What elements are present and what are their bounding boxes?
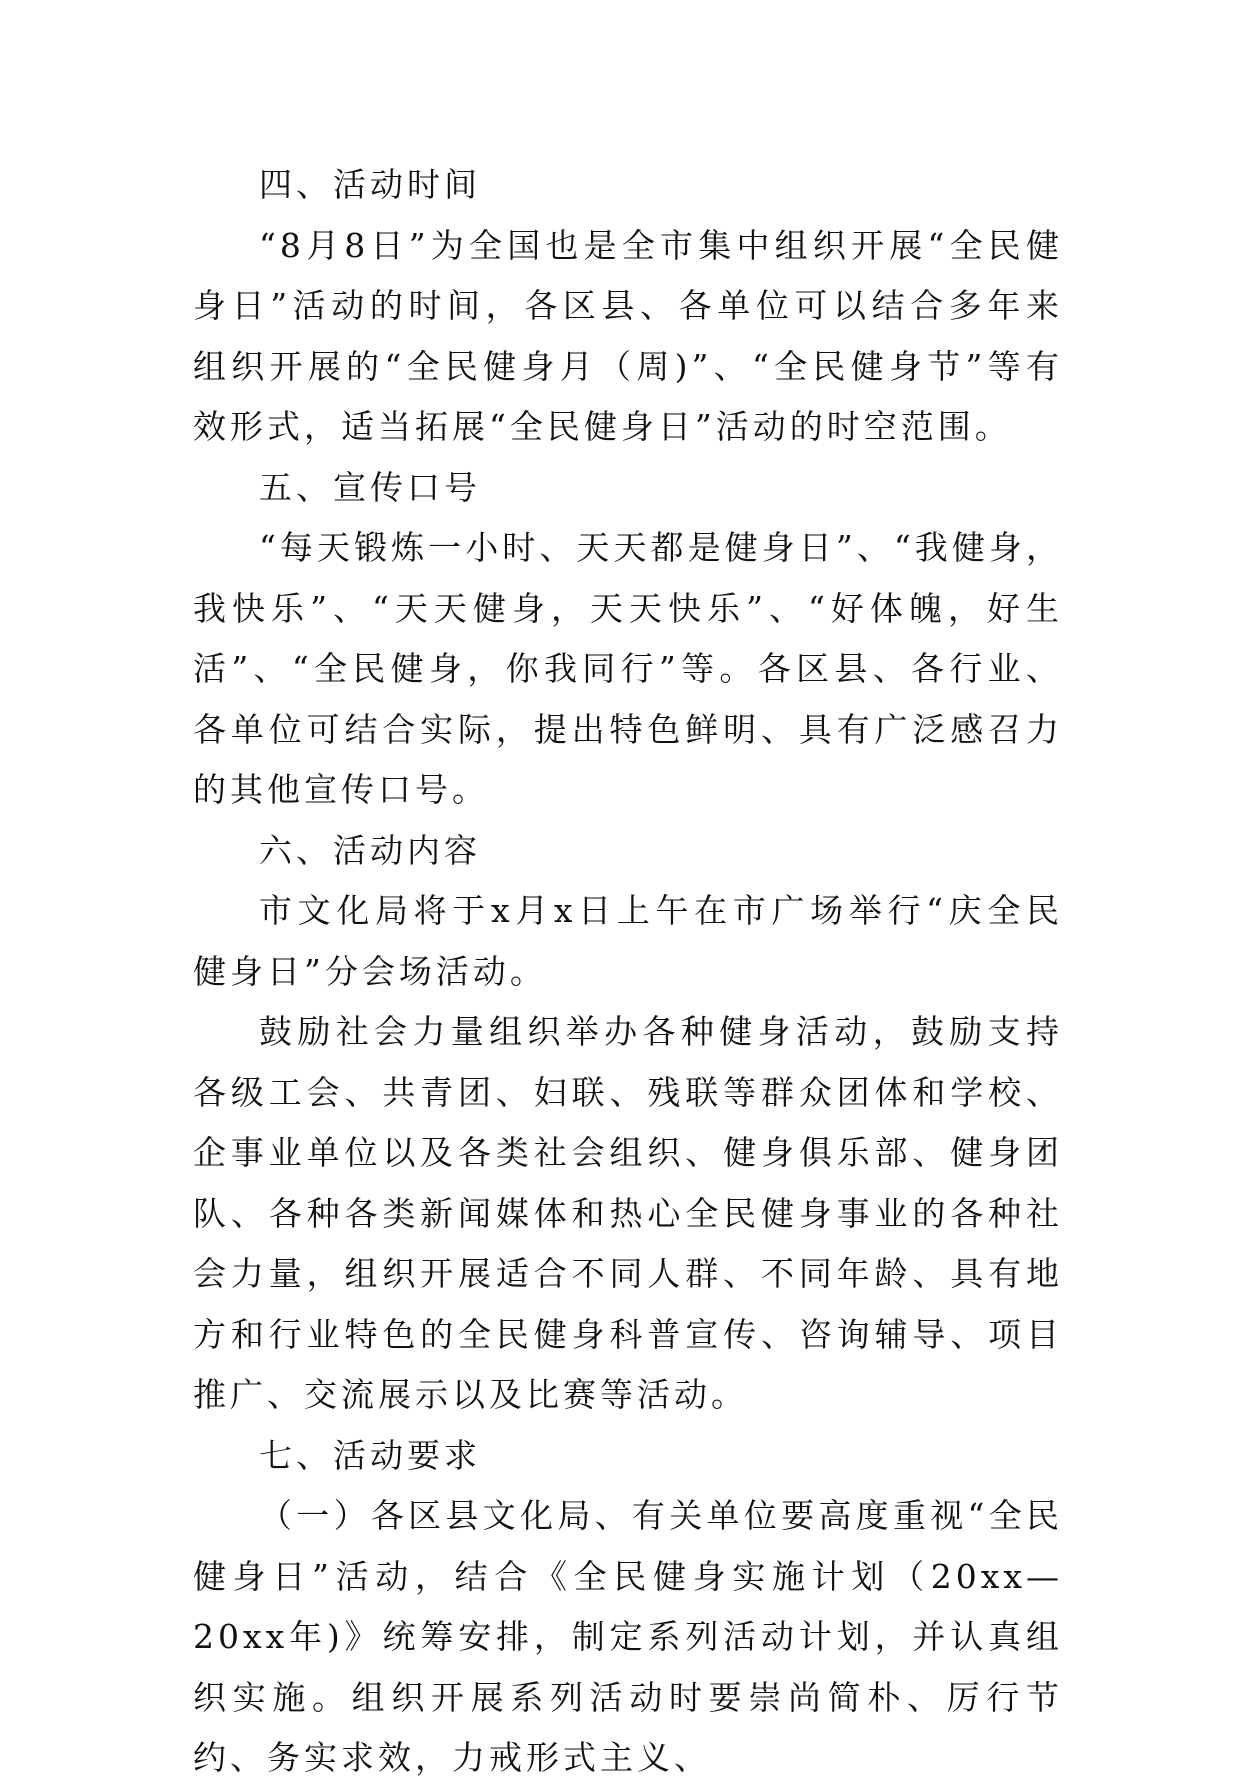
section-heading-requirements: 七、活动要求 (259, 1435, 481, 1475)
paragraph-content-2: 鼓励社会力量组织举办各种健身活动，鼓励支持各级工会、共青团、妇联、残联等群众团体和学校、企事业单位以及各类社会组织、健身俱乐部、健身团队、各种各类新闻媒体和热心全民健身事业的各种社会力量，组织开展适合不同人群、不同年龄、具有地方和行业特色的全民健身科普宣传、咨询辅导、项目推广、交流展示以及比赛等活动。 (193, 1012, 1063, 1414)
paragraph-time: “8月8日”为全国也是全市集中组织开展“全民健身日”活动的时间，各区县、各单位可以结合多年来组织开展的“全民健身月（周)”、“全民健身节”等有效形式，适当拓展“全民健身日”活动的时空范围。 (193, 225, 1063, 446)
section-heading-slogan: 五、宣传口号 (259, 467, 481, 507)
paragraph-requirements-1: （一）各区县文化局、有关单位要高度重视“全民健身日”活动，结合《全民健身实施计划（20xx—20xx年)》统筹安排，制定系列活动计划，并认真组织实施。组织开展系列活动时要崇尚简朴、厉行节约、务实求效，力戒形式主义、 (193, 1496, 1063, 1777)
section-heading-time: 四、活动时间 (259, 165, 481, 204)
document-body (193, 155, 1063, 1789)
paragraph-slogan: “每天锻炼一小时、天天都是健身日”、“我健身，我快乐”、“天天健身，天天快乐”、“好体魄，好生活”、“全民健身，你我同行”等。各区县、各行业、各单位可结合实际，提出特色鲜明、具有广泛感召力的其他宣传口号。 (193, 528, 1063, 809)
paragraph-content-1: 市文化局将于x月x日上午在市广场举行“庆全民健身日”分会场活动。 (193, 891, 1063, 991)
section-heading-content: 六、活动内容 (259, 830, 481, 870)
